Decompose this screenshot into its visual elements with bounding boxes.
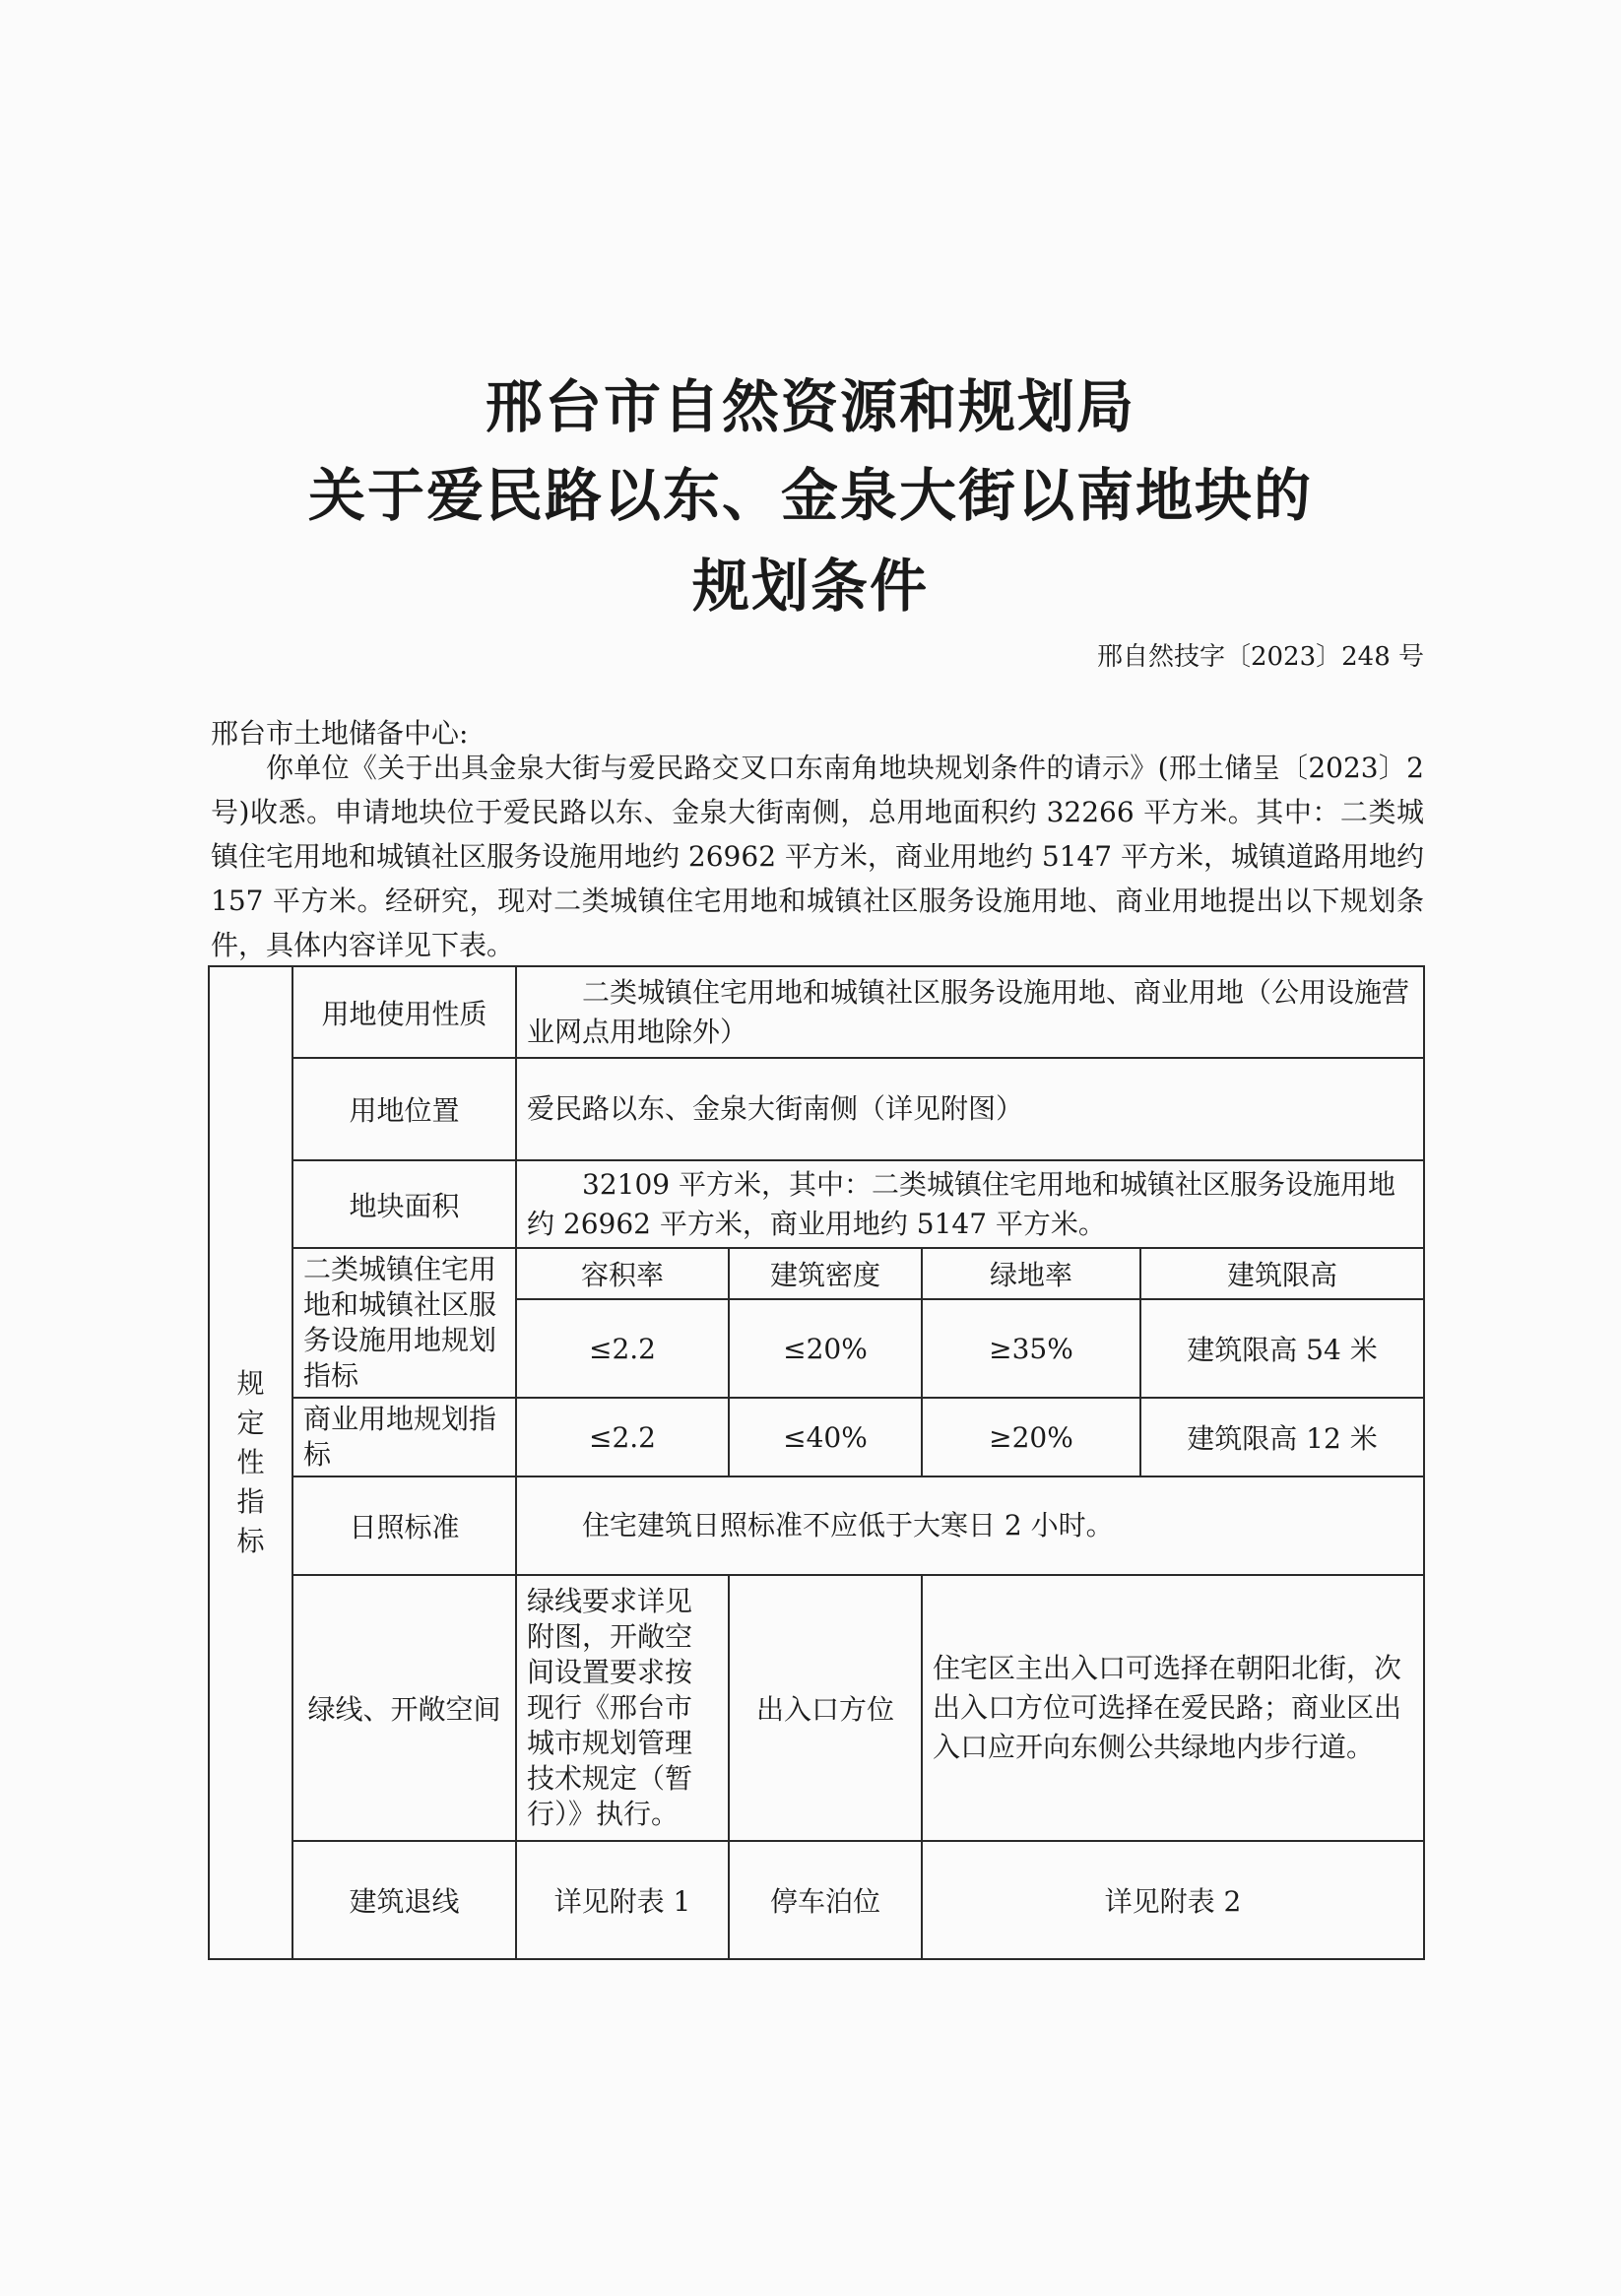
row-location [209,1058,1424,1160]
title-line-3: 规划条件 [691,553,929,620]
row-metric-headers [209,1248,1424,1299]
group-label: 规定性指标 [236,1367,265,1557]
setback-value: 详见附表 1 [516,1841,729,1959]
use-nature-value-cell [516,966,1424,1058]
sunlight-value-cell [516,1476,1424,1575]
location-label: 用地位置 [292,1058,516,1160]
setback-label: 建筑退线 [292,1841,516,1959]
use-nature-label: 用地使用性质 [292,966,516,1058]
row-green-space [209,1575,1424,1841]
planning-conditions-table [208,965,1425,1960]
header-far: 容积率 [516,1248,729,1299]
residential-metrics-label: 二类城镇住宅用地和城镇社区服务设施用地规划指标 [292,1248,516,1398]
commercial-height-limit: 建筑限高 12 米 [1140,1398,1424,1476]
header-height-limit: 建筑限高 [1140,1248,1424,1299]
row-area [209,1160,1424,1248]
group-label-cell [209,966,292,1959]
letter-paragraph: 你单位《关于出具金泉大街与爱民路交叉口东南角地块规划条件的请示》(邢土储呈〔2023〕2 号)收悉。申请地块位于爱民路以东、金泉大街南侧，总用地面积约 32266 平方米。其中：二类城镇住宅用地和城镇社区服务设施用地约 26962 平方米，商业用地约 5147 平方米，城镇道路用地约 157 平方米。经研究，现对二类城镇住宅用地和城镇社区服务设施用地、商业用地提出以下规划条件，具体内容详见下表。 [211,752,1424,961]
entrance-label: 出入口方位 [729,1575,922,1841]
area-label: 地块面积 [292,1160,516,1248]
residential-height-limit: 建筑限高 54 米 [1140,1299,1424,1398]
commercial-green-ratio: ≥20% [922,1398,1140,1476]
addressee: 邢台市土地储备中心: [211,717,469,750]
header-building-density: 建筑密度 [729,1248,922,1299]
use-nature-value: 二类城镇住宅用地和城镇社区服务设施用地、商业用地（公用设施营业网点用地除外） [527,975,1410,1048]
residential-density: ≤20% [729,1299,922,1398]
entrance-value: 住宅区主出入口可选择在朝阳北街，次出入口方位可选择在爱民路；商业区出入口应开向东侧公共绿地内步行道。 [922,1575,1424,1841]
location-value: 爱民路以东、金泉大街南侧（详见附图） [516,1058,1424,1160]
commercial-density: ≤40% [729,1398,922,1476]
green-space-value: 绿线要求详见附图，开敞空间设置要求按现行《邢台市城市规划管理技术规定（暂行）》执行。 [516,1575,729,1841]
title-line-2: 关于爱民路以东、金泉大街以南地块的 [307,462,1313,529]
parking-value: 详见附表 2 [922,1841,1424,1959]
header-green-ratio: 绿地率 [922,1248,1140,1299]
title-line-1: 邢台市自然资源和规划局 [485,373,1135,440]
residential-far: ≤2.2 [516,1299,729,1398]
residential-green-ratio: ≥35% [922,1299,1140,1398]
area-value-cell [516,1160,1424,1248]
green-space-label: 绿线、开敞空间 [292,1575,516,1841]
row-commercial [209,1398,1424,1476]
commercial-metrics-label: 商业用地规划指标 [292,1398,516,1476]
document-number: 邢自然技字〔2023〕248 号 [1096,642,1424,672]
area-value: 32109 平方米，其中：二类城镇住宅用地和城镇社区服务设施用地约 26962 平方米，商业用地约 5147 平方米。 [527,1167,1395,1240]
row-use-nature [209,966,1424,1058]
row-sunlight [209,1476,1424,1575]
sunlight-value: 住宅建筑日照标准不应低于大寒日 2 小时。 [582,1509,1114,1542]
commercial-far: ≤2.2 [516,1398,729,1476]
row-setback [209,1841,1424,1959]
sunlight-label: 日照标准 [292,1476,516,1575]
parking-label: 停车泊位 [729,1841,922,1959]
